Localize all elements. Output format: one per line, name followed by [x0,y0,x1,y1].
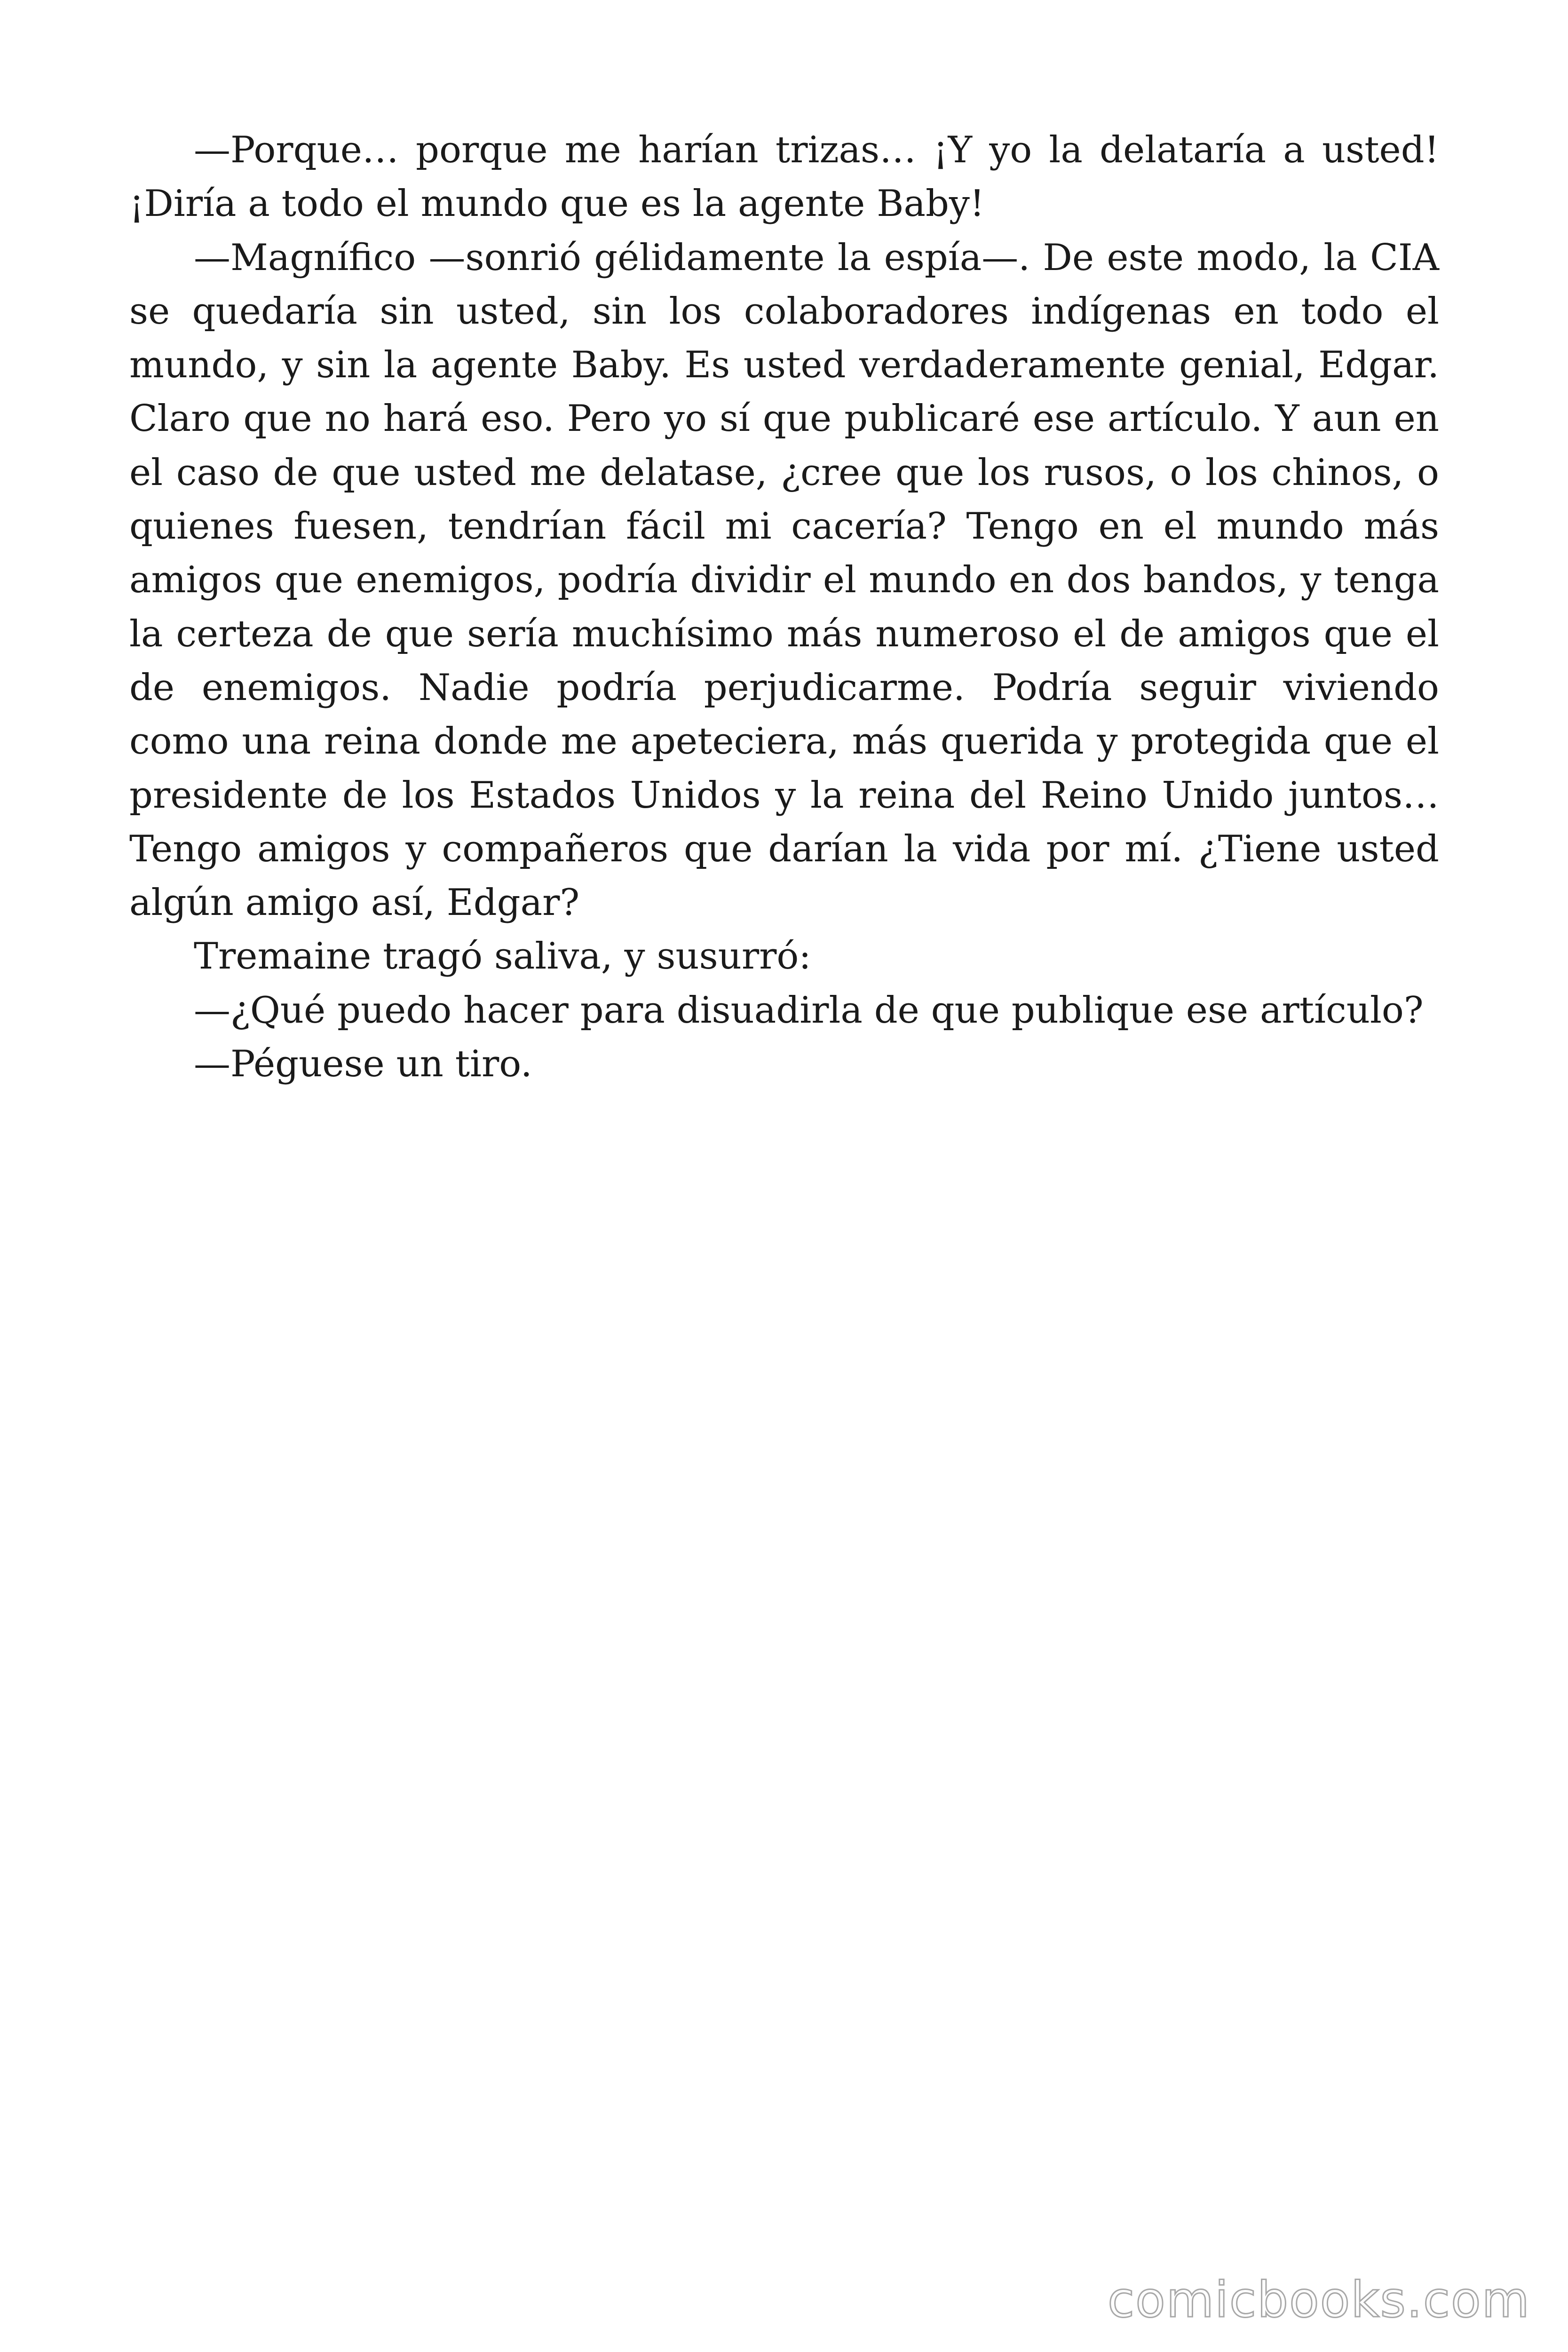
paragraph: —Magnífico —sonrió gélidamente la espía—. De este modo, la CIA se quedaría sin usted, sin los colaboradores indígenas en todo el mundo, y sin la agente Baby. Es usted verdaderamente genial, Edgar. Claro que no hará eso. Pero yo sí que publicaré ese artículo. Y aun en el caso de que usted me delatase, ¿cree que los rusos, o los chinos, o quienes fuesen, tendrían fácil mi cacería? Tengo en el mundo más amigos que enemigos, podría dividir el mundo en dos bandos, y tenga la certeza de que sería muchísimo más numeroso el de amigos que el de enemigos. Nadie podría perjudicarme. Podría seguir viviendo como una reina donde me apeteciera, más querida y protegida que el presidente de los Estados Unidos y la reina del Reino Unido juntos… Tengo amigos y compañeros que darían la vida por mí. ¿Tiene usted algún amigo así, Edgar? [129,236,1439,924]
paragraph: —Péguese un tiro. [194,1043,532,1086]
paragraph: Tremaine tragó saliva, y susurró: [194,935,811,978]
page-body [129,123,1439,1091]
paragraph: —Porque… porque me harían trizas… ¡Y yo la delataría a usted! ¡Diría a todo el mundo que es la agente Baby! [129,129,1439,225]
watermark: comicbooks.com [1107,2271,1530,2328]
paragraph: —¿Qué puedo hacer para disuadirla de que publique ese artículo? [194,989,1424,1032]
